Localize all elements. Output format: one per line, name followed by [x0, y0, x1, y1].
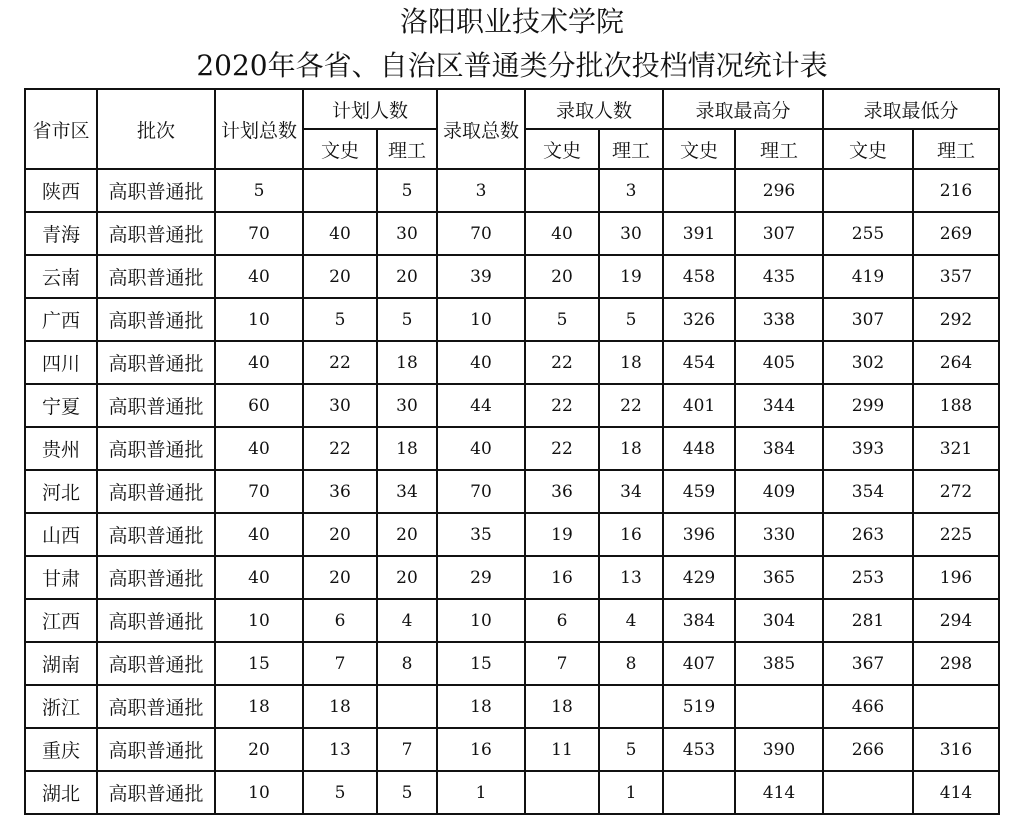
table-row	[25, 255, 999, 298]
cell-admit-wenshi: 36	[525, 470, 599, 513]
cell-min-ligong: 298	[913, 642, 999, 685]
cell-max-ligong: 385	[735, 642, 823, 685]
cell-province: 江西	[25, 599, 97, 642]
cell-plan-total: 40	[215, 556, 303, 599]
cell-min-wenshi	[823, 169, 913, 212]
cell-province: 广西	[25, 298, 97, 341]
cell-min-ligong: 188	[913, 384, 999, 427]
header-admit-ligong: 理工	[599, 129, 663, 169]
cell-plan-ligong: 18	[377, 341, 437, 384]
cell-batch: 高职普通批	[97, 470, 215, 513]
cell-admit-total: 44	[437, 384, 525, 427]
cell-max-wenshi: 391	[663, 212, 735, 255]
cell-plan-ligong: 18	[377, 427, 437, 470]
cell-min-wenshi: 266	[823, 728, 913, 771]
cell-batch: 高职普通批	[97, 427, 215, 470]
cell-admit-total: 40	[437, 427, 525, 470]
table-row	[25, 212, 999, 255]
cell-plan-total: 70	[215, 212, 303, 255]
cell-max-wenshi	[663, 169, 735, 212]
cell-plan-wenshi: 36	[303, 470, 377, 513]
document-title: 洛阳职业技术学院	[399, 5, 624, 38]
cell-province: 湖南	[25, 642, 97, 685]
cell-min-wenshi: 419	[823, 255, 913, 298]
header-province: 省市区	[25, 89, 97, 169]
cell-admit-wenshi: 7	[525, 642, 599, 685]
cell-batch: 高职普通批	[97, 255, 215, 298]
table-row	[25, 341, 999, 384]
cell-plan-total: 40	[215, 513, 303, 556]
cell-max-wenshi: 459	[663, 470, 735, 513]
cell-max-wenshi: 384	[663, 599, 735, 642]
document-subtitle: 2020年各省、自治区普通类分批次投档情况统计表	[196, 49, 828, 82]
table-row	[25, 728, 999, 771]
cell-plan-ligong: 34	[377, 470, 437, 513]
cell-max-ligong: 307	[735, 212, 823, 255]
cell-admit-total: 10	[437, 599, 525, 642]
cell-max-wenshi: 519	[663, 685, 735, 728]
cell-plan-ligong: 20	[377, 513, 437, 556]
cell-min-wenshi	[823, 771, 913, 814]
cell-max-ligong: 384	[735, 427, 823, 470]
cell-admit-wenshi: 18	[525, 685, 599, 728]
header-plan-ligong: 理工	[377, 129, 437, 169]
cell-plan-ligong: 20	[377, 255, 437, 298]
table-row	[25, 642, 999, 685]
cell-admit-wenshi: 6	[525, 599, 599, 642]
cell-province: 陕西	[25, 169, 97, 212]
header-admit-min: 录取最低分	[823, 89, 999, 129]
cell-batch: 高职普通批	[97, 771, 215, 814]
cell-plan-total: 40	[215, 341, 303, 384]
cell-plan-total: 40	[215, 255, 303, 298]
cell-plan-wenshi: 22	[303, 341, 377, 384]
cell-province: 甘肃	[25, 556, 97, 599]
cell-plan-total: 40	[215, 427, 303, 470]
cell-max-ligong: 405	[735, 341, 823, 384]
cell-plan-ligong: 8	[377, 642, 437, 685]
cell-batch: 高职普通批	[97, 599, 215, 642]
cell-admit-ligong: 5	[599, 298, 663, 341]
cell-min-ligong: 225	[913, 513, 999, 556]
cell-admit-total: 3	[437, 169, 525, 212]
cell-plan-total: 18	[215, 685, 303, 728]
cell-batch: 高职普通批	[97, 169, 215, 212]
cell-province: 山西	[25, 513, 97, 556]
cell-min-ligong: 414	[913, 771, 999, 814]
cell-min-wenshi: 307	[823, 298, 913, 341]
header-min-ligong: 理工	[913, 129, 999, 169]
cell-plan-total: 10	[215, 298, 303, 341]
cell-max-ligong: 296	[735, 169, 823, 212]
cell-max-ligong: 365	[735, 556, 823, 599]
cell-admit-ligong: 18	[599, 341, 663, 384]
cell-admit-total: 70	[437, 212, 525, 255]
cell-admit-wenshi: 22	[525, 341, 599, 384]
cell-min-ligong: 294	[913, 599, 999, 642]
cell-province: 湖北	[25, 771, 97, 814]
cell-admit-ligong: 34	[599, 470, 663, 513]
cell-max-ligong: 390	[735, 728, 823, 771]
cell-plan-total: 10	[215, 599, 303, 642]
cell-batch: 高职普通批	[97, 556, 215, 599]
cell-max-ligong: 409	[735, 470, 823, 513]
cell-min-wenshi: 367	[823, 642, 913, 685]
cell-admit-wenshi: 20	[525, 255, 599, 298]
cell-min-ligong: 357	[913, 255, 999, 298]
cell-admit-total: 1	[437, 771, 525, 814]
cell-min-wenshi: 281	[823, 599, 913, 642]
cell-admit-ligong: 4	[599, 599, 663, 642]
header-admit-total: 录取总数	[437, 89, 525, 169]
cell-min-wenshi: 253	[823, 556, 913, 599]
cell-min-ligong	[913, 685, 999, 728]
cell-plan-wenshi: 30	[303, 384, 377, 427]
cell-plan-ligong: 5	[377, 169, 437, 212]
cell-plan-total: 70	[215, 470, 303, 513]
cell-province: 青海	[25, 212, 97, 255]
table-row	[25, 685, 999, 728]
cell-batch: 高职普通批	[97, 728, 215, 771]
cell-max-wenshi: 401	[663, 384, 735, 427]
table-row	[25, 599, 999, 642]
cell-plan-total: 20	[215, 728, 303, 771]
cell-province: 河北	[25, 470, 97, 513]
cell-admit-total: 16	[437, 728, 525, 771]
cell-admit-ligong: 1	[599, 771, 663, 814]
cell-admit-ligong: 8	[599, 642, 663, 685]
table-body	[25, 169, 999, 814]
cell-admit-ligong: 22	[599, 384, 663, 427]
cell-plan-wenshi	[303, 169, 377, 212]
cell-plan-wenshi: 18	[303, 685, 377, 728]
cell-plan-total: 10	[215, 771, 303, 814]
cell-admit-total: 39	[437, 255, 525, 298]
header-max-ligong: 理工	[735, 129, 823, 169]
cell-admit-ligong: 18	[599, 427, 663, 470]
cell-plan-ligong: 5	[377, 298, 437, 341]
cell-plan-ligong	[377, 685, 437, 728]
cell-batch: 高职普通批	[97, 341, 215, 384]
cell-max-wenshi: 326	[663, 298, 735, 341]
cell-province: 宁夏	[25, 384, 97, 427]
cell-min-ligong: 321	[913, 427, 999, 470]
cell-min-ligong: 292	[913, 298, 999, 341]
cell-province: 云南	[25, 255, 97, 298]
cell-min-wenshi: 302	[823, 341, 913, 384]
cell-max-wenshi: 454	[663, 341, 735, 384]
cell-plan-wenshi: 20	[303, 556, 377, 599]
table-row	[25, 169, 999, 212]
header-min-wenshi: 文史	[823, 129, 913, 169]
cell-min-ligong: 272	[913, 470, 999, 513]
cell-admit-ligong: 5	[599, 728, 663, 771]
cell-plan-wenshi: 13	[303, 728, 377, 771]
cell-admit-ligong: 13	[599, 556, 663, 599]
cell-max-ligong: 330	[735, 513, 823, 556]
cell-plan-ligong: 7	[377, 728, 437, 771]
cell-admit-total: 70	[437, 470, 525, 513]
cell-max-wenshi: 453	[663, 728, 735, 771]
cell-max-wenshi: 458	[663, 255, 735, 298]
table-row	[25, 556, 999, 599]
cell-plan-wenshi: 20	[303, 513, 377, 556]
cell-plan-wenshi: 40	[303, 212, 377, 255]
cell-admit-wenshi: 16	[525, 556, 599, 599]
cell-min-wenshi: 299	[823, 384, 913, 427]
cell-plan-wenshi: 7	[303, 642, 377, 685]
cell-admit-wenshi: 5	[525, 298, 599, 341]
cell-batch: 高职普通批	[97, 642, 215, 685]
header-admit-wenshi: 文史	[525, 129, 599, 169]
table-row	[25, 298, 999, 341]
cell-max-wenshi: 407	[663, 642, 735, 685]
table-row	[25, 427, 999, 470]
cell-admit-wenshi: 22	[525, 384, 599, 427]
cell-max-ligong: 338	[735, 298, 823, 341]
cell-province: 浙江	[25, 685, 97, 728]
cell-admit-ligong: 30	[599, 212, 663, 255]
cell-min-ligong: 269	[913, 212, 999, 255]
cell-admit-total: 15	[437, 642, 525, 685]
cell-plan-ligong: 30	[377, 212, 437, 255]
header-plan-wenshi: 文史	[303, 129, 377, 169]
cell-admit-total: 40	[437, 341, 525, 384]
cell-min-ligong: 316	[913, 728, 999, 771]
cell-plan-wenshi: 5	[303, 771, 377, 814]
cell-min-wenshi: 354	[823, 470, 913, 513]
cell-admit-total: 35	[437, 513, 525, 556]
cell-max-ligong: 414	[735, 771, 823, 814]
cell-batch: 高职普通批	[97, 212, 215, 255]
cell-min-wenshi: 466	[823, 685, 913, 728]
cell-max-wenshi: 448	[663, 427, 735, 470]
cell-min-wenshi: 263	[823, 513, 913, 556]
cell-min-wenshi: 393	[823, 427, 913, 470]
cell-admit-ligong: 19	[599, 255, 663, 298]
cell-max-ligong	[735, 685, 823, 728]
cell-admit-wenshi: 22	[525, 427, 599, 470]
cell-plan-ligong: 30	[377, 384, 437, 427]
cell-province: 四川	[25, 341, 97, 384]
admission-statistics-table	[24, 88, 1000, 815]
cell-plan-wenshi: 5	[303, 298, 377, 341]
table-row	[25, 470, 999, 513]
cell-admit-total: 29	[437, 556, 525, 599]
header-max-wenshi: 文史	[663, 129, 735, 169]
cell-plan-total: 60	[215, 384, 303, 427]
cell-max-ligong: 304	[735, 599, 823, 642]
cell-plan-total: 15	[215, 642, 303, 685]
cell-admit-ligong	[599, 685, 663, 728]
cell-min-ligong: 264	[913, 341, 999, 384]
cell-min-ligong: 196	[913, 556, 999, 599]
cell-plan-wenshi: 20	[303, 255, 377, 298]
header-batch: 批次	[97, 89, 215, 169]
header-plan-total: 计划总数	[215, 89, 303, 169]
cell-admit-wenshi: 40	[525, 212, 599, 255]
cell-max-ligong: 344	[735, 384, 823, 427]
cell-admit-total: 18	[437, 685, 525, 728]
header-admit-max: 录取最高分	[663, 89, 823, 129]
cell-province: 贵州	[25, 427, 97, 470]
cell-max-wenshi: 429	[663, 556, 735, 599]
cell-admit-wenshi: 19	[525, 513, 599, 556]
cell-admit-wenshi: 11	[525, 728, 599, 771]
cell-plan-wenshi: 22	[303, 427, 377, 470]
cell-admit-wenshi	[525, 169, 599, 212]
cell-batch: 高职普通批	[97, 384, 215, 427]
header-plan-count: 计划人数	[303, 89, 437, 129]
cell-batch: 高职普通批	[97, 513, 215, 556]
cell-batch: 高职普通批	[97, 298, 215, 341]
cell-plan-ligong: 4	[377, 599, 437, 642]
cell-min-wenshi: 255	[823, 212, 913, 255]
cell-plan-ligong: 20	[377, 556, 437, 599]
cell-min-ligong: 216	[913, 169, 999, 212]
table-row	[25, 513, 999, 556]
cell-admit-total: 10	[437, 298, 525, 341]
cell-max-ligong: 435	[735, 255, 823, 298]
cell-admit-ligong: 3	[599, 169, 663, 212]
cell-plan-ligong: 5	[377, 771, 437, 814]
table-row	[25, 384, 999, 427]
cell-province: 重庆	[25, 728, 97, 771]
cell-max-wenshi: 396	[663, 513, 735, 556]
cell-batch: 高职普通批	[97, 685, 215, 728]
cell-admit-wenshi	[525, 771, 599, 814]
cell-plan-total: 5	[215, 169, 303, 212]
cell-admit-ligong: 16	[599, 513, 663, 556]
header-admit-count: 录取人数	[525, 89, 663, 129]
table-row	[25, 771, 999, 814]
cell-plan-wenshi: 6	[303, 599, 377, 642]
cell-max-wenshi	[663, 771, 735, 814]
